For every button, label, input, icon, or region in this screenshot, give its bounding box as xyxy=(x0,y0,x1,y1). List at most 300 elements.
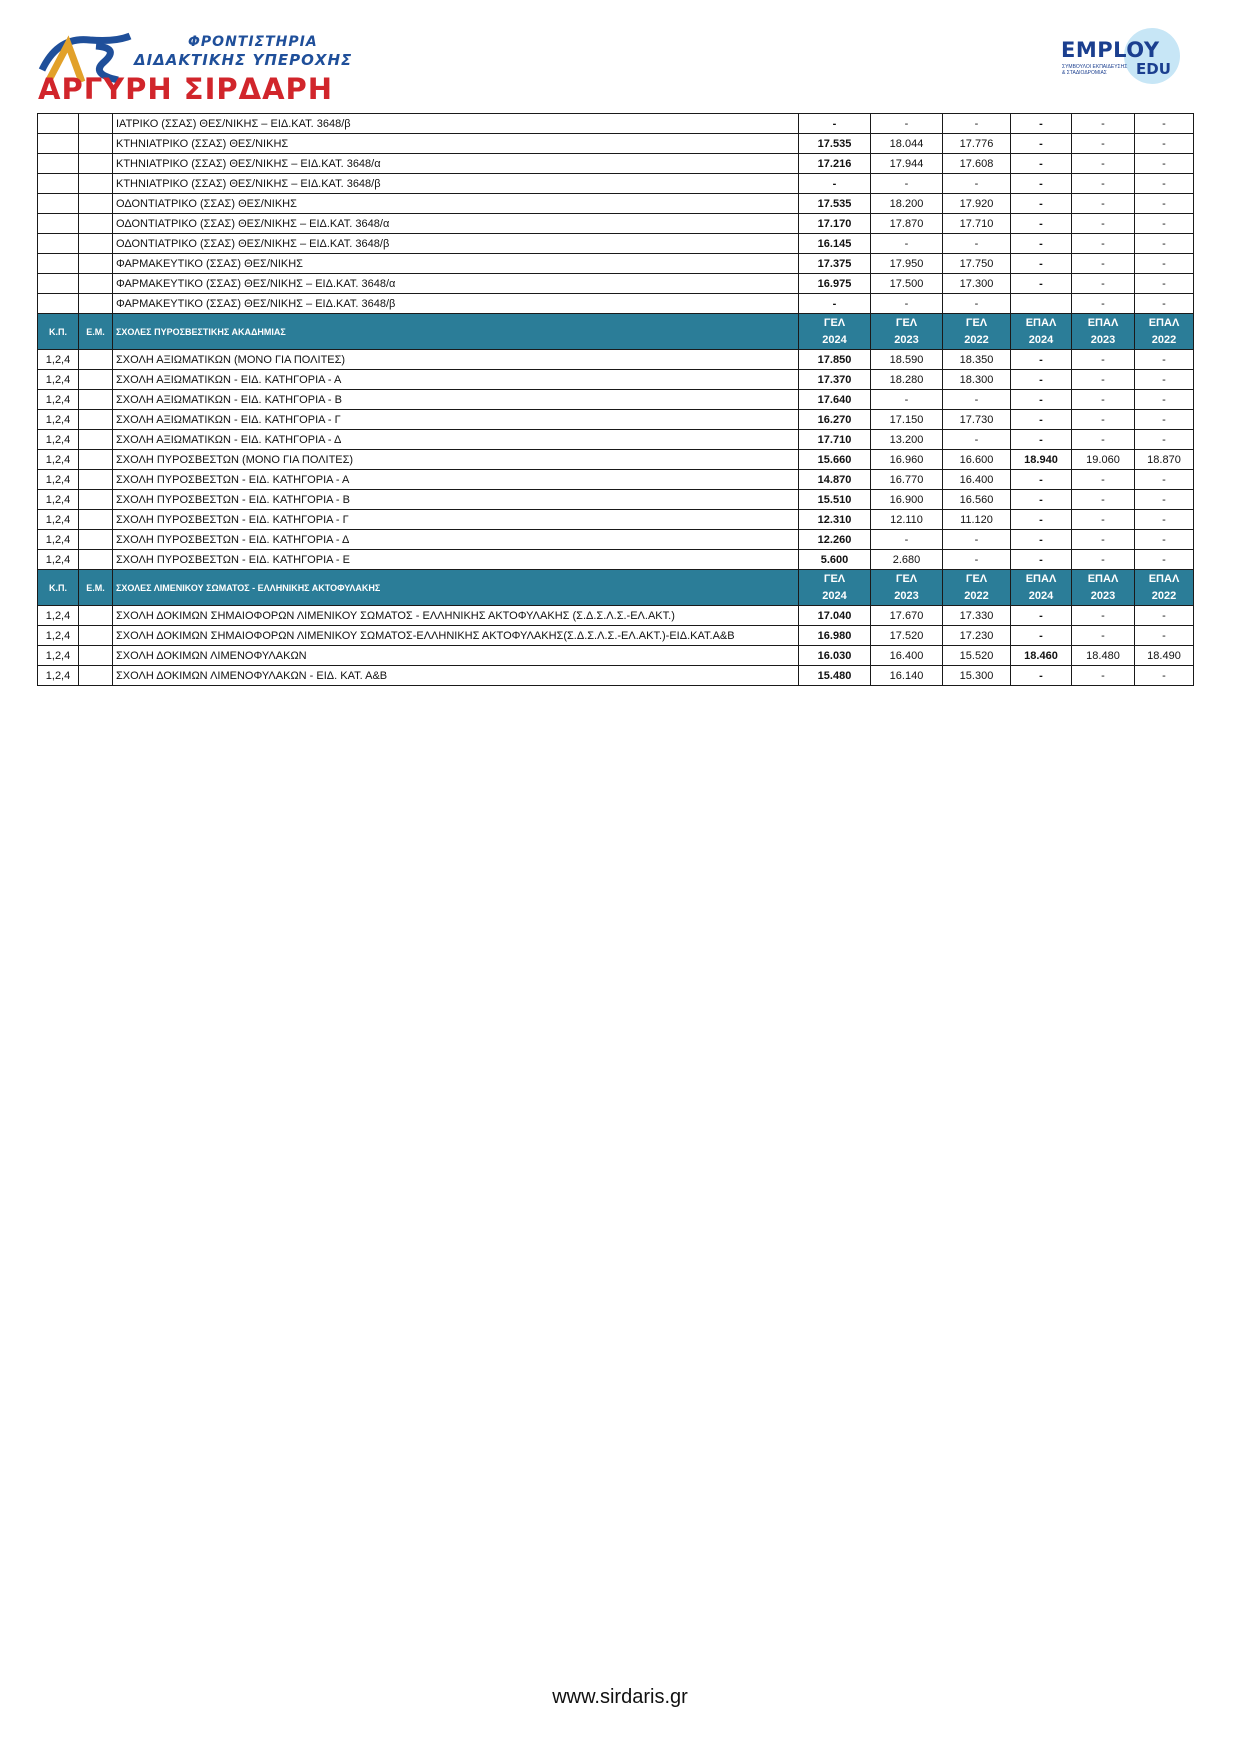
em-cell xyxy=(79,606,113,626)
score-cell-epal2022: 18.870 xyxy=(1135,450,1194,470)
column-header-year: 2024 xyxy=(1028,333,1054,346)
score-cell-epal2024: - xyxy=(1011,274,1072,294)
school-name-cell: ΣΧΟΛΗ ΠΥΡΟΣΒΕΣΤΩΝ - ΕΙΔ. ΚΑΤΗΓΟΡΙΑ - Β xyxy=(113,490,799,510)
score-cell-epal2023: - xyxy=(1072,254,1135,274)
table-row xyxy=(38,234,1194,254)
score-cell-epal2022: - xyxy=(1135,490,1194,510)
score-cell-gel2024: 17.375 xyxy=(799,254,871,274)
table-row xyxy=(38,350,1194,370)
score-cell-epal2022: 18.490 xyxy=(1135,646,1194,666)
school-name-cell: ΣΧΟΛΗ ΠΥΡΟΣΒΕΣΤΩΝ - ΕΙΔ. ΚΑΤΗΓΟΡΙΑ - Δ xyxy=(113,530,799,550)
column-header-cell xyxy=(1135,570,1194,606)
score-cell-gel2022: 17.920 xyxy=(943,194,1011,214)
score-cell-gel2024: 16.975 xyxy=(799,274,871,294)
score-cell-gel2024: 16.145 xyxy=(799,234,871,254)
score-cell-gel2023: - xyxy=(871,294,943,314)
em-cell xyxy=(79,194,113,214)
kp-cell xyxy=(38,254,79,274)
table-row xyxy=(38,194,1194,214)
column-header-cell xyxy=(943,570,1011,606)
school-name-cell: ΟΔΟΝΤΙΑΤΡΙΚΟ (ΣΣΑΣ) ΘΕΣ/ΝΙΚΗΣ xyxy=(113,194,799,214)
score-cell-epal2023: - xyxy=(1072,370,1135,390)
kp-header-cell: Κ.Π. xyxy=(38,570,79,606)
score-cell-gel2023: 18.200 xyxy=(871,194,943,214)
score-cell-gel2022: 18.300 xyxy=(943,370,1011,390)
score-cell-gel2022: - xyxy=(943,114,1011,134)
column-header-year: 2023 xyxy=(894,333,919,346)
score-cell-epal2023: - xyxy=(1072,194,1135,214)
score-cell-epal2023: - xyxy=(1072,350,1135,370)
table-row xyxy=(38,254,1194,274)
score-cell-gel2023: 18.590 xyxy=(871,350,943,370)
school-name-cell: ΚΤΗΝΙΑΤΡΙΚΟ (ΣΣΑΣ) ΘΕΣ/ΝΙΚΗΣ – ΕΙΔ.ΚΑΤ. 3648/β xyxy=(113,174,799,194)
employ-logo-tagline: ΣΥΜΒΟΥΛΟΙ ΕΚΠΑΙΔΕΥΣΗΣ & ΣΤΑΔΙΟΔΡΟΜΙΑΣ xyxy=(1062,64,1128,76)
employ-logo-edu: EDU xyxy=(1136,60,1171,78)
score-cell-gel2024: 17.640 xyxy=(799,390,871,410)
score-cell-gel2022: 15.300 xyxy=(943,666,1011,686)
kp-cell xyxy=(38,174,79,194)
score-cell-gel2024: - xyxy=(799,294,871,314)
school-name-cell: ΦΑΡΜΑΚΕΥΤΙΚΟ (ΣΣΑΣ) ΘΕΣ/ΝΙΚΗΣ – ΕΙΔ.ΚΑΤ. 3648/β xyxy=(113,294,799,314)
kp-cell: 1,2,4 xyxy=(38,430,79,450)
em-cell xyxy=(79,470,113,490)
column-header-year: 2022 xyxy=(1151,333,1177,346)
score-cell-epal2022: - xyxy=(1135,390,1194,410)
score-cell-gel2023: 2.680 xyxy=(871,550,943,570)
score-cell-gel2024: 12.260 xyxy=(799,530,871,550)
score-cell-gel2024: - xyxy=(799,114,871,134)
column-header-type: ΓΕΛ xyxy=(965,572,988,585)
score-cell-epal2023: - xyxy=(1072,550,1135,570)
column-header-year: 2024 xyxy=(822,589,847,602)
score-cell-epal2023: 19.060 xyxy=(1072,450,1135,470)
score-cell-gel2023: 17.150 xyxy=(871,410,943,430)
score-cell-gel2022: - xyxy=(943,234,1011,254)
column-header-year: 2024 xyxy=(1028,589,1054,602)
score-cell-gel2024: - xyxy=(799,174,871,194)
school-name-cell: ΣΧΟΛΗ ΠΥΡΟΣΒΕΣΤΩΝ - ΕΙΔ. ΚΑΤΗΓΟΡΙΑ - Ε xyxy=(113,550,799,570)
table-row xyxy=(38,450,1194,470)
column-header-year: 2023 xyxy=(894,589,919,602)
score-cell-epal2024: - xyxy=(1011,254,1072,274)
kp-cell xyxy=(38,214,79,234)
column-header-cell xyxy=(1135,314,1194,350)
column-header-cell xyxy=(871,314,943,350)
score-cell-epal2022: - xyxy=(1135,350,1194,370)
score-cell-gel2022: - xyxy=(943,430,1011,450)
score-cell-epal2023: - xyxy=(1072,134,1135,154)
em-cell xyxy=(79,626,113,646)
school-name-cell: ΣΧΟΛΗ ΑΞΙΩΜΑΤΙΚΩΝ (ΜΟΝΟ ΓΙΑ ΠΟΛΙΤΕΣ) xyxy=(113,350,799,370)
column-header-type: ΕΠΑΛ xyxy=(1025,316,1057,329)
score-cell-gel2022: 17.300 xyxy=(943,274,1011,294)
kp-cell: 1,2,4 xyxy=(38,370,79,390)
score-cell-epal2023: - xyxy=(1072,274,1135,294)
score-cell-epal2023: - xyxy=(1072,294,1135,314)
kp-cell: 1,2,4 xyxy=(38,626,79,646)
score-cell-epal2022: - xyxy=(1135,134,1194,154)
table-row xyxy=(38,530,1194,550)
score-cell-epal2023: - xyxy=(1072,234,1135,254)
score-cell-gel2024: 17.535 xyxy=(799,134,871,154)
school-name-cell: ΣΧΟΛΗ ΔΟΚΙΜΩΝ ΛΙΜΕΝΟΦΥΛΑΚΩΝ - ΕΙΔ. ΚΑΤ. Α&Β xyxy=(113,666,799,686)
score-cell-gel2023: 17.950 xyxy=(871,254,943,274)
school-name-cell: ΣΧΟΛΗ ΑΞΙΩΜΑΤΙΚΩΝ - ΕΙΔ. ΚΑΤΗΓΟΡΙΑ - Β xyxy=(113,390,799,410)
em-cell xyxy=(79,274,113,294)
score-cell-epal2023: - xyxy=(1072,510,1135,530)
column-header-cell xyxy=(799,570,871,606)
score-cell-gel2024: 17.370 xyxy=(799,370,871,390)
column-header-type: ΓΕΛ xyxy=(823,572,846,585)
score-cell-epal2024: - xyxy=(1011,490,1072,510)
em-cell xyxy=(79,134,113,154)
score-cell-epal2022: - xyxy=(1135,410,1194,430)
score-cell-gel2023: 13.200 xyxy=(871,430,943,450)
score-cell-gel2022: 17.710 xyxy=(943,214,1011,234)
employ-logo-word: EMPLOY xyxy=(1061,38,1160,62)
score-cell-epal2022: - xyxy=(1135,606,1194,626)
column-header-type: ΕΠΑΛ xyxy=(1087,572,1119,585)
section-header-row xyxy=(38,570,1194,606)
score-cell-gel2022: 16.600 xyxy=(943,450,1011,470)
table-row xyxy=(38,666,1194,686)
column-header-cell xyxy=(799,314,871,350)
table-row xyxy=(38,154,1194,174)
column-header-cell xyxy=(871,570,943,606)
column-header-year: 2022 xyxy=(964,589,989,602)
score-cell-gel2023: - xyxy=(871,234,943,254)
score-cell-epal2022: - xyxy=(1135,530,1194,550)
score-cell-epal2023: - xyxy=(1072,490,1135,510)
score-cell-epal2023: - xyxy=(1072,626,1135,646)
score-cell-epal2024: - xyxy=(1011,510,1072,530)
table-row xyxy=(38,550,1194,570)
score-cell-gel2023: 16.400 xyxy=(871,646,943,666)
score-cell-gel2024: 16.270 xyxy=(799,410,871,430)
score-cell-epal2022: - xyxy=(1135,174,1194,194)
score-cell-gel2022: 17.330 xyxy=(943,606,1011,626)
score-cell-epal2023: - xyxy=(1072,154,1135,174)
kp-cell: 1,2,4 xyxy=(38,350,79,370)
em-cell xyxy=(79,114,113,134)
score-cell-epal2024: - xyxy=(1011,606,1072,626)
column-header-year: 2023 xyxy=(1090,589,1116,602)
admission-scores-table xyxy=(37,113,1194,686)
score-cell-epal2023: - xyxy=(1072,530,1135,550)
score-cell-gel2023: 17.670 xyxy=(871,606,943,626)
score-cell-epal2023: - xyxy=(1072,174,1135,194)
score-cell-gel2022: - xyxy=(943,530,1011,550)
column-header-type: ΓΕΛ xyxy=(965,316,988,329)
score-cell-gel2024: 17.040 xyxy=(799,606,871,626)
em-cell xyxy=(79,214,113,234)
score-cell-gel2022: 16.560 xyxy=(943,490,1011,510)
score-cell-epal2022: - xyxy=(1135,666,1194,686)
score-cell-gel2022: - xyxy=(943,174,1011,194)
score-cell-gel2023: 17.870 xyxy=(871,214,943,234)
score-cell-epal2022: - xyxy=(1135,254,1194,274)
score-cell-epal2024: - xyxy=(1011,390,1072,410)
score-cell-epal2022: - xyxy=(1135,510,1194,530)
score-cell-epal2023: - xyxy=(1072,666,1135,686)
score-cell-epal2024: - xyxy=(1011,234,1072,254)
kp-cell xyxy=(38,294,79,314)
score-cell-gel2023: 12.110 xyxy=(871,510,943,530)
score-cell-epal2024: - xyxy=(1011,114,1072,134)
kp-cell: 1,2,4 xyxy=(38,666,79,686)
kp-cell: 1,2,4 xyxy=(38,530,79,550)
school-name-cell: ΣΧΟΛΗ ΑΞΙΩΜΑΤΙΚΩΝ - ΕΙΔ. ΚΑΤΗΓΟΡΙΑ - Δ xyxy=(113,430,799,450)
score-cell-epal2022: - xyxy=(1135,550,1194,570)
score-cell-gel2022: 18.350 xyxy=(943,350,1011,370)
score-cell-epal2024: - xyxy=(1011,470,1072,490)
score-cell-gel2022: 17.730 xyxy=(943,410,1011,430)
column-header-type: ΓΕΛ xyxy=(895,316,918,329)
em-cell xyxy=(79,154,113,174)
score-cell-epal2024: - xyxy=(1011,530,1072,550)
score-cell-gel2022: 11.120 xyxy=(943,510,1011,530)
sirdaris-logo xyxy=(38,26,368,110)
school-name-cell: ΣΧΟΛΗ ΠΥΡΟΣΒΕΣΤΩΝ - ΕΙΔ. ΚΑΤΗΓΟΡΙΑ - Γ xyxy=(113,510,799,530)
kp-cell: 1,2,4 xyxy=(38,450,79,470)
score-cell-gel2024: 16.030 xyxy=(799,646,871,666)
column-header-year: 2022 xyxy=(1151,589,1177,602)
score-cell-epal2024: - xyxy=(1011,174,1072,194)
em-cell xyxy=(79,510,113,530)
table-row xyxy=(38,114,1194,134)
table-row xyxy=(38,646,1194,666)
score-cell-gel2022: 17.608 xyxy=(943,154,1011,174)
score-cell-epal2023: - xyxy=(1072,410,1135,430)
score-cell-epal2024: - xyxy=(1011,626,1072,646)
score-cell-epal2024: - xyxy=(1011,350,1072,370)
table-row xyxy=(38,390,1194,410)
column-header-type: ΕΠΑΛ xyxy=(1148,572,1180,585)
score-cell-epal2022: - xyxy=(1135,234,1194,254)
score-cell-gel2023: 16.960 xyxy=(871,450,943,470)
table-row xyxy=(38,470,1194,490)
score-cell-gel2022: 15.520 xyxy=(943,646,1011,666)
score-cell-gel2023: - xyxy=(871,530,943,550)
score-cell-epal2022: - xyxy=(1135,626,1194,646)
school-name-cell: ΟΔΟΝΤΙΑΤΡΙΚΟ (ΣΣΑΣ) ΘΕΣ/ΝΙΚΗΣ – ΕΙΔ.ΚΑΤ. 3648/β xyxy=(113,234,799,254)
kp-cell xyxy=(38,154,79,174)
school-name-cell: ΦΑΡΜΑΚΕΥΤΙΚΟ (ΣΣΑΣ) ΘΕΣ/ΝΙΚΗΣ xyxy=(113,254,799,274)
score-cell-gel2024: 15.510 xyxy=(799,490,871,510)
score-cell-gel2023: 18.280 xyxy=(871,370,943,390)
score-cell-epal2022: - xyxy=(1135,114,1194,134)
em-cell xyxy=(79,550,113,570)
score-cell-gel2024: 16.980 xyxy=(799,626,871,646)
column-header-year: 2023 xyxy=(1090,333,1116,346)
table-row xyxy=(38,214,1194,234)
column-header-cell xyxy=(1072,314,1135,350)
kp-cell: 1,2,4 xyxy=(38,550,79,570)
table-row xyxy=(38,274,1194,294)
score-cell-gel2023: - xyxy=(871,174,943,194)
score-cell-gel2022: - xyxy=(943,390,1011,410)
score-cell-epal2024: 18.940 xyxy=(1011,450,1072,470)
table-row xyxy=(38,174,1194,194)
em-cell xyxy=(79,450,113,470)
school-name-cell: ΣΧΟΛΗ ΔΟΚΙΜΩΝ ΣΗΜΑΙΟΦΟΡΩΝ ΛΙΜΕΝΙΚΟΥ ΣΩΜΑΤΟΣ-ΕΛΛΗΝΙΚΗΣ ΑΚΤΟΦΥΛΑΚΗΣ(Σ.Δ.Σ.Λ.Σ.-ΕΛ.ΑΚΤ.)-ΕΙΔ.ΚΑΤ.Α&Β xyxy=(113,626,799,646)
footer-url[interactable]: www.sirdaris.gr xyxy=(552,1686,688,1708)
score-cell-epal2024: - xyxy=(1011,134,1072,154)
column-header-cell xyxy=(1011,314,1072,350)
school-name-cell: ΣΧΟΛΗ ΑΞΙΩΜΑΤΙΚΩΝ - ΕΙΔ. ΚΑΤΗΓΟΡΙΑ - Α xyxy=(113,370,799,390)
score-cell-epal2024: - xyxy=(1011,410,1072,430)
table-row xyxy=(38,606,1194,626)
school-name-cell: ΣΧΟΛΗ ΔΟΚΙΜΩΝ ΣΗΜΑΙΟΦΟΡΩΝ ΛΙΜΕΝΙΚΟΥ ΣΩΜΑΤΟΣ - ΕΛΛΗΝΙΚΗΣ ΑΚΤΟΦΥΛΑΚΗΣ (Σ.Δ.Σ.Λ.Σ.-ΕΛ.ΑΚΤ.) xyxy=(113,606,799,626)
score-cell-epal2022: - xyxy=(1135,430,1194,450)
score-cell-epal2023: - xyxy=(1072,114,1135,134)
column-header-cell xyxy=(1072,570,1135,606)
score-cell-gel2022: 17.230 xyxy=(943,626,1011,646)
kp-cell: 1,2,4 xyxy=(38,410,79,430)
kp-cell xyxy=(38,114,79,134)
em-cell xyxy=(79,350,113,370)
em-cell xyxy=(79,530,113,550)
table-row xyxy=(38,626,1194,646)
score-cell-epal2022: - xyxy=(1135,154,1194,174)
kp-cell: 1,2,4 xyxy=(38,510,79,530)
score-cell-gel2023: 17.944 xyxy=(871,154,943,174)
em-cell xyxy=(79,234,113,254)
score-cell-gel2022: - xyxy=(943,550,1011,570)
score-cell-gel2023: - xyxy=(871,390,943,410)
kp-cell xyxy=(38,274,79,294)
score-cell-gel2024: 15.480 xyxy=(799,666,871,686)
logo-line-3: ΑΡΓΥΡΗ ΣΙΡΔΑΡΗ xyxy=(38,72,334,106)
column-header-type: ΕΠΑΛ xyxy=(1148,316,1180,329)
employ-edu-logo xyxy=(1058,26,1186,86)
score-cell-gel2023: 16.140 xyxy=(871,666,943,686)
school-name-cell: ΣΧΟΛΗ ΔΟΚΙΜΩΝ ΛΙΜΕΝΟΦΥΛΑΚΩΝ xyxy=(113,646,799,666)
score-cell-epal2023: - xyxy=(1072,430,1135,450)
score-cell-epal2023: - xyxy=(1072,214,1135,234)
score-cell-gel2023: 17.500 xyxy=(871,274,943,294)
kp-header-cell: Κ.Π. xyxy=(38,314,79,350)
kp-cell xyxy=(38,194,79,214)
score-cell-epal2022: - xyxy=(1135,470,1194,490)
em-header-cell: Ε.Μ. xyxy=(79,314,113,350)
score-cell-epal2024: - xyxy=(1011,194,1072,214)
school-name-cell: ΣΧΟΛΗ ΑΞΙΩΜΑΤΙΚΩΝ - ΕΙΔ. ΚΑΤΗΓΟΡΙΑ - Γ xyxy=(113,410,799,430)
table-body xyxy=(38,114,1194,686)
score-cell-epal2023: - xyxy=(1072,390,1135,410)
em-header-cell: Ε.Μ. xyxy=(79,570,113,606)
score-cell-gel2023: - xyxy=(871,114,943,134)
table-row xyxy=(38,370,1194,390)
score-cell-epal2024: 18.460 xyxy=(1011,646,1072,666)
section-title-cell: ΣΧΟΛΕΣ ΛΙΜΕΝΙΚΟΥ ΣΩΜΑΤΟΣ - ΕΛΛΗΝΙΚΗΣ ΑΚΤΟΦΥΛΑΚΗΣ xyxy=(113,570,799,606)
score-cell-gel2023: 17.520 xyxy=(871,626,943,646)
school-name-cell: ΣΧΟΛΗ ΠΥΡΟΣΒΕΣΤΩΝ (ΜΟΝΟ ΓΙΑ ΠΟΛΙΤΕΣ) xyxy=(113,450,799,470)
kp-cell: 1,2,4 xyxy=(38,606,79,626)
table-row xyxy=(38,410,1194,430)
score-cell-epal2024: - xyxy=(1011,370,1072,390)
em-cell xyxy=(79,410,113,430)
score-cell-gel2022: 17.750 xyxy=(943,254,1011,274)
table-row xyxy=(38,134,1194,154)
kp-cell: 1,2,4 xyxy=(38,646,79,666)
school-name-cell: ΟΔΟΝΤΙΑΤΡΙΚΟ (ΣΣΑΣ) ΘΕΣ/ΝΙΚΗΣ – ΕΙΔ.ΚΑΤ. 3648/α xyxy=(113,214,799,234)
score-cell-epal2024: - xyxy=(1011,214,1072,234)
school-name-cell: ΚΤΗΝΙΑΤΡΙΚΟ (ΣΣΑΣ) ΘΕΣ/ΝΙΚΗΣ xyxy=(113,134,799,154)
score-cell-gel2024: 15.660 xyxy=(799,450,871,470)
score-cell-gel2024: 17.535 xyxy=(799,194,871,214)
score-cell-gel2024: 17.710 xyxy=(799,430,871,450)
table-row xyxy=(38,510,1194,530)
score-cell-epal2022: - xyxy=(1135,194,1194,214)
em-cell xyxy=(79,174,113,194)
column-header-type: ΓΕΛ xyxy=(895,572,918,585)
logo-line-2: ΔΙΔΑΚΤΙΚΗΣ ΥΠΕΡΟΧΗΣ xyxy=(134,51,353,69)
table-row xyxy=(38,294,1194,314)
score-cell-gel2024: 12.310 xyxy=(799,510,871,530)
score-cell-epal2023: - xyxy=(1072,606,1135,626)
section-header-row xyxy=(38,314,1194,350)
em-cell xyxy=(79,254,113,274)
score-cell-epal2022: - xyxy=(1135,214,1194,234)
column-header-year: 2024 xyxy=(822,333,847,346)
column-header-year: 2022 xyxy=(964,333,989,346)
school-name-cell: ΙΑΤΡΙΚΟ (ΣΣΑΣ) ΘΕΣ/ΝΙΚΗΣ – ΕΙΔ.ΚΑΤ. 3648/β xyxy=(113,114,799,134)
score-cell-gel2023: 16.900 xyxy=(871,490,943,510)
score-cell-gel2022: 17.776 xyxy=(943,134,1011,154)
kp-cell: 1,2,4 xyxy=(38,490,79,510)
section-title-cell: ΣΧΟΛΕΣ ΠΥΡΟΣΒΕΣΤΙΚΗΣ ΑΚΑΔΗΜΙΑΣ xyxy=(113,314,799,350)
score-cell-epal2022: - xyxy=(1135,294,1194,314)
kp-cell xyxy=(38,134,79,154)
column-header-type: ΓΕΛ xyxy=(823,316,846,329)
score-cell-epal2023: 18.480 xyxy=(1072,646,1135,666)
logo-line-1: ΦΡΟΝΤΙΣΤΗΡΙΑ xyxy=(188,34,318,50)
em-cell xyxy=(79,390,113,410)
column-header-cell xyxy=(943,314,1011,350)
kp-cell xyxy=(38,234,79,254)
score-cell-epal2022: - xyxy=(1135,274,1194,294)
score-cell-epal2023: - xyxy=(1072,470,1135,490)
school-name-cell: ΣΧΟΛΗ ΠΥΡΟΣΒΕΣΤΩΝ - ΕΙΔ. ΚΑΤΗΓΟΡΙΑ - Α xyxy=(113,470,799,490)
column-header-type: ΕΠΑΛ xyxy=(1025,572,1057,585)
score-cell-gel2024: 17.170 xyxy=(799,214,871,234)
kp-cell: 1,2,4 xyxy=(38,470,79,490)
table-row xyxy=(38,430,1194,450)
score-cell-gel2024: 5.600 xyxy=(799,550,871,570)
em-cell xyxy=(79,370,113,390)
score-cell-epal2024: - xyxy=(1011,430,1072,450)
score-cell-epal2024: - xyxy=(1011,154,1072,174)
score-cell-gel2023: 18.044 xyxy=(871,134,943,154)
score-cell-gel2024: 14.870 xyxy=(799,470,871,490)
score-cell-gel2024: 17.850 xyxy=(799,350,871,370)
em-cell xyxy=(79,490,113,510)
em-cell xyxy=(79,646,113,666)
column-header-cell xyxy=(1011,570,1072,606)
school-name-cell: ΦΑΡΜΑΚΕΥΤΙΚΟ (ΣΣΑΣ) ΘΕΣ/ΝΙΚΗΣ – ΕΙΔ.ΚΑΤ. 3648/α xyxy=(113,274,799,294)
school-name-cell: ΚΤΗΝΙΑΤΡΙΚΟ (ΣΣΑΣ) ΘΕΣ/ΝΙΚΗΣ – ΕΙΔ.ΚΑΤ. 3648/α xyxy=(113,154,799,174)
score-cell-gel2022: - xyxy=(943,294,1011,314)
score-cell-gel2024: 17.216 xyxy=(799,154,871,174)
kp-cell: 1,2,4 xyxy=(38,390,79,410)
score-cell-gel2023: 16.770 xyxy=(871,470,943,490)
em-cell xyxy=(79,666,113,686)
score-cell-epal2024 xyxy=(1011,294,1072,314)
score-cell-epal2024: - xyxy=(1011,666,1072,686)
em-cell xyxy=(79,430,113,450)
score-cell-gel2022: 16.400 xyxy=(943,470,1011,490)
